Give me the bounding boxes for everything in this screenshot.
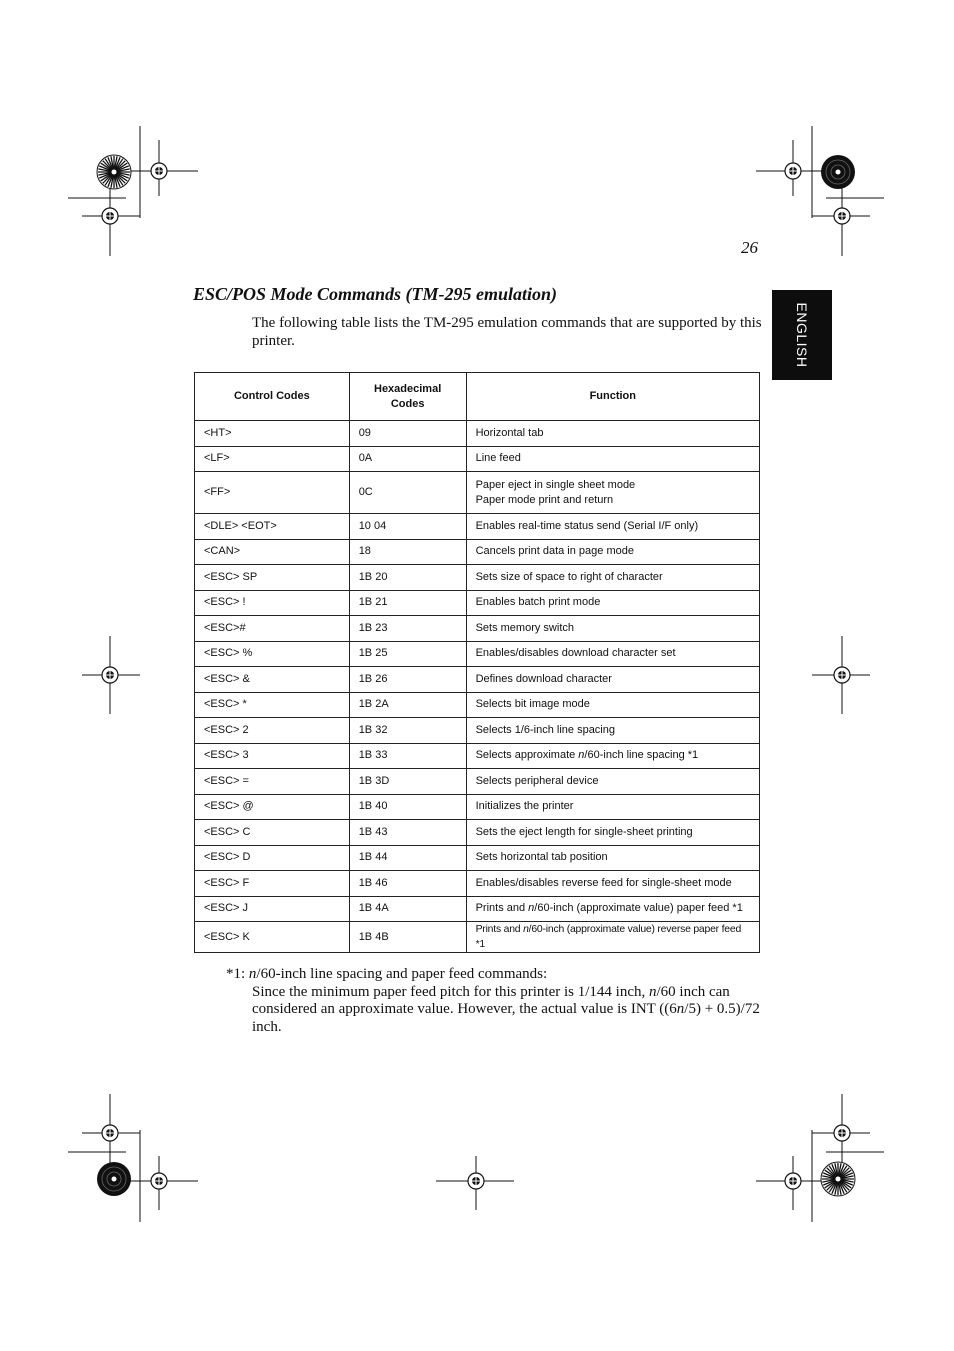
table-row	[195, 845, 760, 871]
cell-control-code: <HT>	[195, 421, 350, 447]
variable-n: n	[578, 749, 585, 762]
cell-control-code: <FF>	[195, 472, 350, 514]
language-tab	[772, 290, 832, 380]
function-text: /60-inch line spacing *1	[584, 749, 699, 762]
footnote-heading-text: /60-inch line spacing and paper feed commands:	[256, 966, 548, 982]
table-row	[195, 641, 760, 667]
function-text: /60-inch (approximate value) paper feed *1	[534, 902, 743, 915]
cell-hex-code: 1B 25	[349, 641, 466, 667]
cell-function: Initializes the printer	[466, 794, 759, 820]
cell-hex-code: 1B 44	[349, 845, 466, 871]
cell-function	[466, 743, 759, 769]
function-text: /60-inch (approximate value) reverse paper feed *1	[475, 924, 742, 950]
page-number: 26	[741, 238, 758, 257]
table-row	[195, 922, 760, 953]
table-row	[195, 667, 760, 693]
cell-hex-code: 09	[349, 421, 466, 447]
cell-hex-code: 1B 46	[349, 871, 466, 897]
function-text: Selects approximate	[475, 749, 579, 762]
table-row	[195, 896, 760, 922]
cell-hex-code: 1B 43	[349, 820, 466, 846]
table-row	[195, 718, 760, 744]
cell-control-code: <ESC> C	[195, 820, 350, 846]
cell-function: Horizontal tab	[466, 421, 759, 447]
footnote-marker: *1:	[226, 966, 249, 982]
cell-function	[466, 472, 759, 514]
cell-hex-code: 1B 4B	[349, 922, 466, 953]
cell-control-code: <ESC>#	[195, 616, 350, 642]
cell-hex-code: 1B 23	[349, 616, 466, 642]
cell-control-code: <ESC> SP	[195, 565, 350, 591]
cell-function: Cancels print data in page mode	[466, 539, 759, 565]
cell-function: Enables/disables reverse feed for single-sheet mode	[466, 871, 759, 897]
cell-control-code: <DLE> <EOT>	[195, 514, 350, 540]
table-row	[195, 794, 760, 820]
cell-function: Line feed	[466, 446, 759, 472]
table-row	[195, 514, 760, 540]
table-row	[195, 472, 760, 514]
table-header-row	[195, 373, 760, 421]
cell-function: Enables batch print mode	[466, 590, 759, 616]
table-row	[195, 565, 760, 591]
cell-function	[466, 896, 759, 922]
cell-hex-code: 1B 3D	[349, 769, 466, 795]
cell-control-code: <ESC> =	[195, 769, 350, 795]
header-function: Function	[466, 373, 759, 421]
cell-function: Defines download character	[466, 667, 759, 693]
variable-n: n	[676, 1001, 685, 1017]
cell-hex-code: 1B 2A	[349, 692, 466, 718]
header-hex-line2: Codes	[390, 397, 425, 410]
footnote-heading	[226, 966, 766, 984]
cell-hex-code: 1B 33	[349, 743, 466, 769]
cell-control-code: <ESC> J	[195, 896, 350, 922]
footnote	[226, 966, 766, 1036]
cell-function: Selects peripheral device	[466, 769, 759, 795]
cell-control-code: <ESC> %	[195, 641, 350, 667]
cell-control-code: <CAN>	[195, 539, 350, 565]
table-row	[195, 820, 760, 846]
variable-n: n	[528, 902, 535, 915]
cell-hex-code: 10 04	[349, 514, 466, 540]
cell-control-code: <ESC> &	[195, 667, 350, 693]
table-row	[195, 590, 760, 616]
header-hex-line1: Hexadecimal	[374, 382, 442, 395]
cell-control-code: <ESC> F	[195, 871, 350, 897]
cell-hex-code: 1B 21	[349, 590, 466, 616]
section-title: ESC/POS Mode Commands (TM-295 emulation)	[193, 284, 558, 304]
cell-function: Selects bit image mode	[466, 692, 759, 718]
function-text: Prints and	[475, 902, 529, 915]
cell-hex-code: 0A	[349, 446, 466, 472]
commands-table	[194, 372, 760, 953]
variable-n: n	[248, 966, 257, 982]
table-row	[195, 871, 760, 897]
footnote-body	[226, 984, 766, 1037]
cell-hex-code: 18	[349, 539, 466, 565]
cell-function: Sets horizontal tab position	[466, 845, 759, 871]
cell-function: Sets size of space to right of character	[466, 565, 759, 591]
variable-n: n	[523, 924, 529, 935]
cell-control-code: <ESC> 3	[195, 743, 350, 769]
cell-function: Enables/disables download character set	[466, 641, 759, 667]
function-text: Prints and	[475, 924, 524, 935]
footnote-text: /60 inch can considered an approximate value. However, the actual value is INT ((6	[252, 983, 730, 1017]
table-row	[195, 421, 760, 447]
table-row	[195, 446, 760, 472]
cell-hex-code: 0C	[349, 472, 466, 514]
function-line1: Paper eject in single sheet mode	[475, 478, 636, 491]
footnote-text: /5) + 0.5)/72 inch.	[252, 1001, 760, 1035]
function-line2: Paper mode print and return	[475, 493, 614, 506]
cell-function: Enables real-time status send (Serial I/F only)	[466, 514, 759, 540]
cell-control-code: <ESC> 2	[195, 718, 350, 744]
table-row	[195, 692, 760, 718]
table-row	[195, 769, 760, 795]
cell-function	[466, 922, 759, 953]
language-tab-label: ENGLISH	[794, 302, 810, 368]
header-control-codes: Control Codes	[195, 373, 350, 421]
cell-control-code: <ESC> !	[195, 590, 350, 616]
cell-hex-code: 1B 4A	[349, 896, 466, 922]
cell-control-code: <LF>	[195, 446, 350, 472]
footnote-text: Since the minimum paper feed pitch for this printer is 1/144 inch,	[252, 983, 649, 1000]
cell-function: Sets the eject length for single-sheet printing	[466, 820, 759, 846]
cell-function: Sets memory switch	[466, 616, 759, 642]
cell-hex-code: 1B 26	[349, 667, 466, 693]
cell-hex-code: 1B 40	[349, 794, 466, 820]
cell-control-code: <ESC> @	[195, 794, 350, 820]
cell-hex-code: 1B 20	[349, 565, 466, 591]
cell-control-code: <ESC> *	[195, 692, 350, 718]
variable-n: n	[649, 983, 657, 1000]
intro-paragraph: The following table lists the TM-295 emulation commands that are supported by this printer.	[252, 315, 762, 349]
table-row	[195, 616, 760, 642]
cell-control-code: <ESC> D	[195, 845, 350, 871]
table-row	[195, 539, 760, 565]
table-row	[195, 743, 760, 769]
header-hexadecimal-codes	[349, 373, 466, 421]
cell-function: Selects 1/6-inch line spacing	[466, 718, 759, 744]
cell-hex-code: 1B 32	[349, 718, 466, 744]
cell-control-code: <ESC> K	[195, 922, 350, 953]
